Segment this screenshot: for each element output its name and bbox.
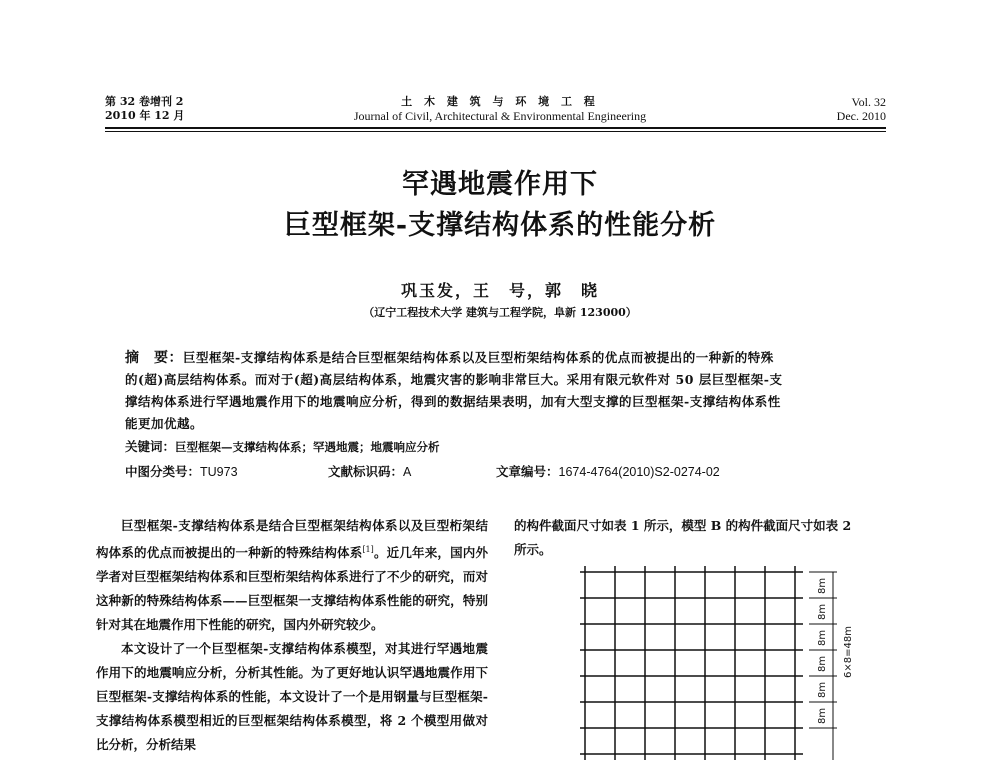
article-number [496,462,720,480]
p2-line-4: 计了一个是用钢量与巨型框架-支撑结构体系模型相近的巨 [96,689,488,729]
grid-lines [580,566,803,760]
clc-number [125,462,238,480]
body-left-column [96,514,488,757]
paper-title-line2: 巨型框架-支撑结构体系的性能分析 [283,210,717,241]
abstract-line-3: 撑结构体系进行罕遇地震作用下的地震响应分析，得到的数据结果表明，加有大型支撑的巨型框架-支撑结构体系性 [125,394,781,409]
clc-value: TU973 [200,465,238,479]
dim-label-4: 8m [817,655,828,672]
article-number-label: 文章编号： [496,464,559,479]
doc-code [328,462,411,480]
abstract-line-1-text: 巨型框架-支撑结构体系是结合巨型框架结构体系以及巨型桁架结构体系的优点而被提出的一种新的特殊 [183,350,774,365]
abstract-line-1 [125,347,875,369]
header-rule-thin [105,131,886,132]
header-date-en: Dec. 2010 [836,109,886,123]
paper-title-line1: 罕遇地震作用下 [402,169,598,200]
header-journal [300,95,700,123]
p2-line-1: 本文设计了一个巨型框架-支撑结构体系模型，对其进行 [121,641,437,657]
body-paragraph-1 [96,514,488,637]
p1-line-5: 架结构体系进行了不少的研究，而对这种新的特殊结构体系 [96,569,488,609]
clc-label: 中图分类号： [125,464,201,479]
article-number-value: 1674-4764(2010)S2-0274-02 [558,465,720,479]
dim-label-6: 8m [817,707,828,724]
paper-authors: 巩玉发，王 号，郭 晓 [400,281,599,300]
abstract-line-2: 的(超)高层结构体系。而对于(超)高层结构体系，地震灾害的影响非常巨大。采用有限元软件对 50 层巨型框架-支 [125,372,783,387]
p1-line-6: ——巨型框架一支撑结构体系性能的研究，特别针对其在地 [96,593,488,633]
p1-line-2: 巨型桁架结构体系的优点而被提出的一种新的特殊结构体 [96,518,488,561]
p2-line-2: 罕遇地震作用下的地震响应分析，分析其性能。为了更好地 [96,641,488,681]
dim-total-label: 6×8=48m [843,626,854,678]
p2-line-3: 认识罕遇地震作用下巨型框架-支撑结构体系的性能，本文设 [96,665,488,705]
abstract-line-4: 能更加优越。 [125,416,204,431]
header-volume-info [105,95,184,123]
p2-line-5: 型框架结构体系模型，将 2 个模型用做对比分析，分析结果 [96,713,488,753]
doc-code-label: 文献标识码： [328,464,404,479]
reference-mark: [1] [362,545,374,554]
dim-label-2: 8m [817,603,828,620]
frame-grid-diagram [575,566,865,760]
p1-line-1: 巨型框架-支撑结构体系是结合巨型框架结构体系以及 [121,518,424,533]
paper-affiliation: （辽宁工程技术大学 建筑与工程学院，阜新 123000） [363,306,637,319]
abstract-label: 摘 要： [125,350,183,366]
dim-label-3: 8m [817,629,828,646]
header-volume-cn: 第 32 卷增刊 2 [105,95,184,108]
right-line-1: 的构件截面尺寸如表 1 所示，模型 B 的构件截面尺寸如表 2 [514,518,852,533]
keywords [125,437,875,455]
header-rule-thick [105,127,886,129]
body-paragraph-2 [96,637,488,757]
abstract [125,347,875,435]
keywords-text: 巨型框架—支撑结构体系；罕遇地震；地震响应分析 [175,440,440,454]
body-right-column [514,514,904,562]
header-date-cn: 2010 年 12 月 [105,109,185,122]
body-right-paragraph [514,514,904,562]
right-line-2: 所示。 [514,542,552,557]
journal-name-cn: 土 木 建 筑 与 环 境 工 程 [401,95,599,108]
dim-label-5: 8m [817,681,828,698]
keywords-label: 关键词： [125,439,176,454]
doc-code-value: A [403,465,412,479]
dim-label-1: 8m [817,577,828,594]
p1-line-3: 系 [349,545,363,561]
p1-line-7: 震作用下性能的研究，国内外研究较少。 [158,617,384,633]
journal-name-en: Journal of Civil, Architectural & Environmental Engineering [353,109,647,123]
p1-line-4: 。近几年来，国内外学者对巨型框架结构体系和巨型桁 [96,545,488,585]
header-vol-en: Vol. 32 [851,95,886,109]
header-volume-en [800,95,886,123]
